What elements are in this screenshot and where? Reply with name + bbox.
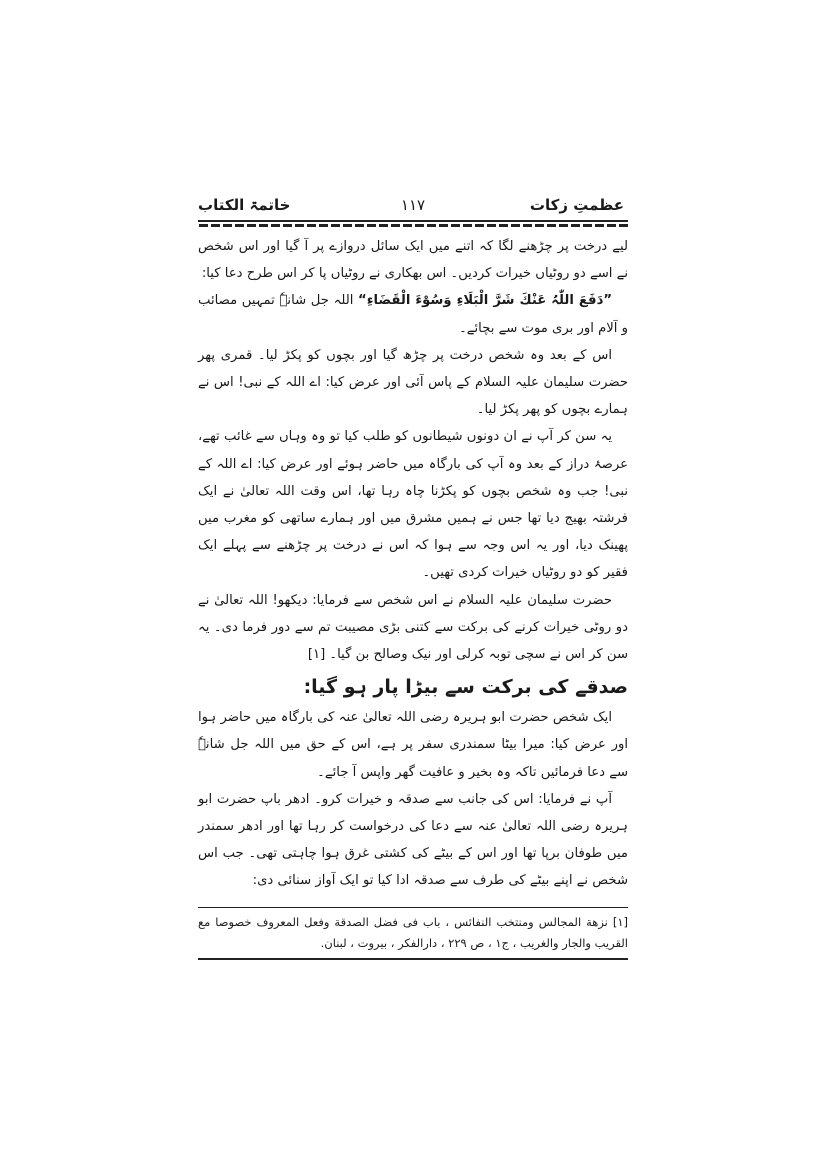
paragraph: یہ سن کر آپ نے ان دونوں شیطانوں کو طلب کیا تو وہ وہاں سے غائب تھے، عرصۂ دراز کے بعد وہ آپ کی بارگاہ میں حاضر ہوئے اور عرض کیا: اے اللہ کے نبی! جب وہ شخص بچوں کو پکڑنا چاہ رہا تھا، اس وقت اللہ تعالیٰ نے ایک فرشتہ بھیج دیا تھا جس نے ہمیں مشرق میں اور ہمارے ساتھی کو مغرب میں پھینک دیا، اور یہ اس وجہ سے ہوا کہ اس نے درخت پر چڑھنے سے پہلے ایک فقیر کو دو روٹیاں خیرات کردی تھیں۔ — [198, 429, 628, 581]
footnote-divider — [198, 907, 628, 908]
dua-translation: اللہ جل شانہٗ تمہیں مصائب و آلام اور بری موت سے بچائے۔ — [198, 293, 628, 336]
section-heading: صدقے کی برکت سے بیڑا پار ہو گیا: — [303, 676, 628, 699]
footnote-bottom-rule — [198, 958, 628, 960]
arabic-dua: ”دَفَعَ اللّٰہُ عَنْكَ شَرَّ الْبَلَاءِ وَسُوْءَ الْقَضَاءِ“ — [358, 293, 613, 309]
book-page — [198, 196, 628, 960]
paragraph: آپ نے فرمایا: اس کی جانب سے صدقہ و خیرات کرو۔ ادھر باپ حضرت ابو ہریرہ رضی اللہ تعالیٰ عنہ سے دعا کی درخواست کر رہا تھا اور ادھر سمندر میں طوفان برپا تھا اور اس کے بیٹے کی کشتی غرق ہوا چاہتی تھی۔ جب اس شخص نے اپنے بیٹے کی طرف سے صدقہ ادا کیا تو ایک آواز سنائی دی: — [198, 791, 628, 889]
paragraph: ایک شخص حضرت ابو ہریرہ رضی اللہ تعالیٰ عنہ کی بارگاہ میں حاضر ہوا اور عرض کیا: میرا بیٹا سمندری سفر پر ہے، اس کے حق میں اللہ جل شانہٗ سے دعا فرمائیں تاکہ وہ بخیر و عافیت گھر واپس آ جائے۔ — [198, 710, 628, 780]
paragraph: لیے درخت پر چڑھنے لگا کہ اتنے میں ایک سائل دروازے پر آ گیا اور اس شخص نے اسے دو روٹیاں خیرات کردیں۔ اس بھکاری نے روٹیاں پا کر اس طرح دعا کیا: — [198, 239, 628, 282]
page-header — [198, 196, 628, 218]
header-rule — [198, 220, 628, 222]
paragraph-dua — [198, 287, 628, 341]
book-title: عظمتِ زکات — [529, 196, 624, 214]
section-title: خاتمۃ الکتاب — [198, 196, 291, 214]
main-text — [198, 233, 628, 895]
header-dashed-rule — [198, 224, 628, 227]
paragraph: اس کے بعد وہ شخص درخت پر چڑھ گیا اور بچوں کو پکڑ لیا۔ قمری پھر حضرت سلیمان علیہ السلام کے پاس آئی اور عرض کیا: اے اللہ کے نبی! اس نے ہمارے بچوں کو پھر پکڑ لیا۔ — [198, 347, 628, 418]
page-number: ۱۱۷ — [400, 196, 426, 214]
footnote: [۱] نزهة المجالس ومنتخب النفائس ، باب فی فضل الصدقة وفعل المعروف خصوصا مع القریب والجار والغریب ، ج۱ ، ص ۲۲۹ ، دارالفکر ، بیروت ، لبنان. — [198, 914, 628, 950]
paragraph: حضرت سلیمان علیہ السلام نے اس شخص سے فرمایا: دیکھو! اللہ تعالیٰ نے دو روٹی خیرات کرنے کی برکت سے کتنی بڑی مصیبت تم سے دور فرما دی۔ یہ سن کر اس نے سچی توبہ کرلی اور نیک وصالح بن گیا۔ [۱] — [198, 592, 628, 663]
